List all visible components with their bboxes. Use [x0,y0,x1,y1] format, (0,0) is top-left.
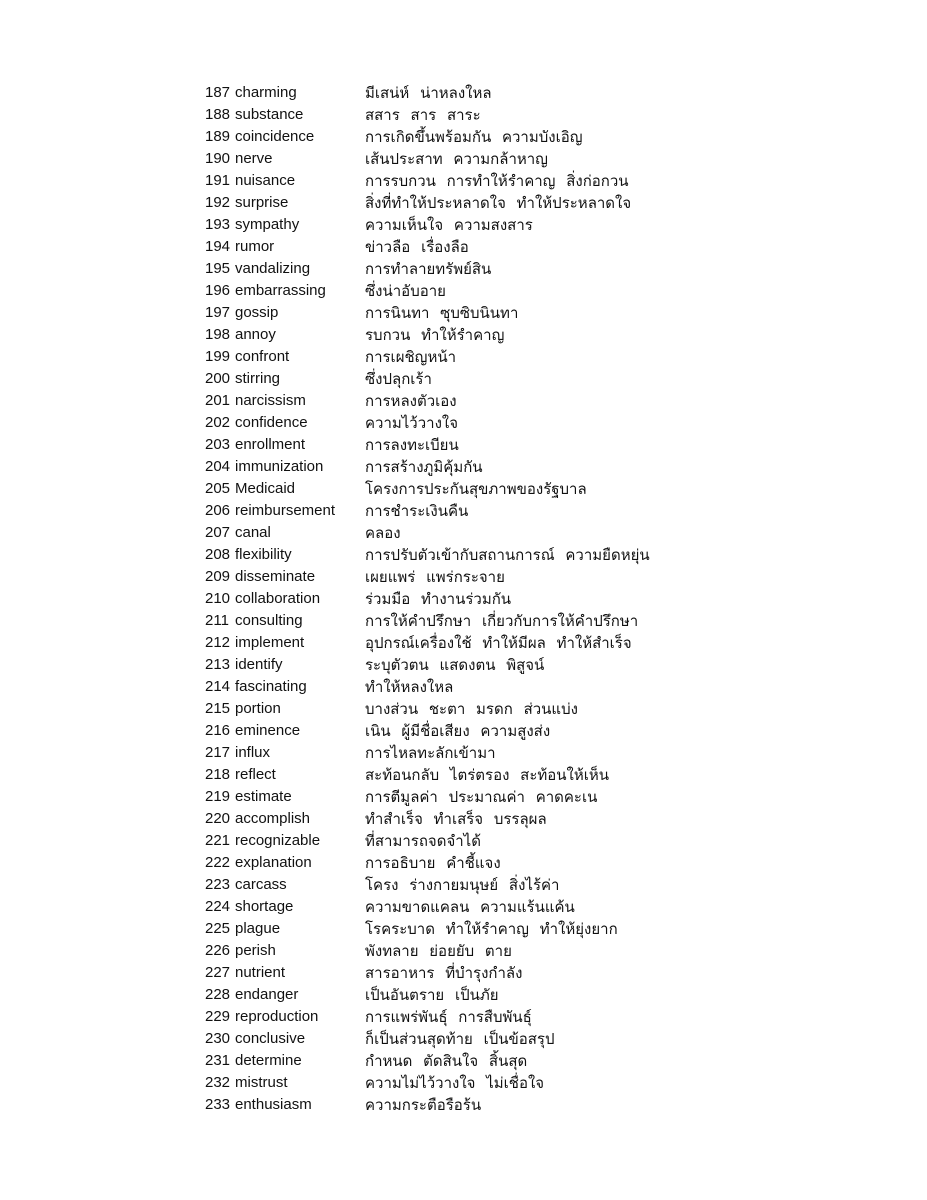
entry-word: surprise [235,194,289,211]
entry-word: nuisance [235,172,296,189]
vocab-entry [205,654,650,676]
entry-word: coincidence [235,128,315,145]
vocab-entry [205,126,650,148]
entry-number: 206 [205,502,231,519]
vocab-entry [205,412,650,434]
entry-meaning: มีเสน่ห์ น่าหลงใหล [365,84,492,102]
entry-number: 209 [205,568,231,585]
entry-word: accomplish [235,810,311,827]
vocab-entry [205,896,650,918]
entry-number: 203 [205,436,231,453]
vocab-entry [205,984,650,1006]
entry-word: Medicaid [235,480,296,497]
entry-meaning: การไหลทะลักเข้ามา [365,744,496,762]
vocab-entry [205,852,650,874]
vocab-entry [205,940,650,962]
entry-meaning: การเกิดขึ้นพร้อมกัน ความบังเอิญ [365,128,583,146]
vocab-entry [205,346,650,368]
entry-meaning: ทำให้หลงใหล [365,678,454,696]
entry-word: flexibility [235,546,292,563]
entry-word: canal [235,524,271,541]
entry-word: reimbursement [235,502,336,519]
vocab-entry [205,720,650,742]
entry-meaning: สารอาหาร ที่บำรุงกำลัง [365,964,523,982]
entry-word: influx [235,744,271,761]
entry-number: 214 [205,678,231,695]
entry-meaning: ความไม่ไว้วางใจ ไม่เชื่อใจ [365,1074,545,1092]
entry-number: 215 [205,700,231,717]
entry-meaning: การแพร่พันธุ์ การสืบพันธุ์ [365,1008,532,1026]
entry-word: endanger [235,986,299,1003]
vocab-entry [205,258,650,280]
vocab-entry [205,742,650,764]
entry-number: 190 [205,150,231,167]
entry-meaning: การตีมูลค่า ประมาณค่า คาดคะเน [365,788,598,806]
entry-number: 194 [205,238,231,255]
entry-word: nutrient [235,964,286,981]
entry-meaning: ความไว้วางใจ [365,414,459,432]
entry-number: 218 [205,766,231,783]
entry-meaning: การชำระเงินคืน [365,502,469,520]
vocab-entry [205,390,650,412]
entry-meaning: ก็เป็นส่วนสุดท้าย เป็นข้อสรุป [365,1030,555,1048]
entry-meaning: ความกระตือรือร้น [365,1096,482,1114]
entry-number: 195 [205,260,231,277]
vocab-entry [205,1072,650,1094]
entry-word: enrollment [235,436,306,453]
entry-meaning: ซึ่งปลุกเร้า [365,370,432,388]
vocab-entry [205,170,650,192]
entry-word: sympathy [235,216,300,233]
entry-word: annoy [235,326,276,343]
entry-word: collaboration [235,590,321,607]
entry-word: enthusiasm [235,1096,312,1113]
entry-number: 201 [205,392,231,409]
vocab-entry [205,962,650,984]
entry-word: gossip [235,304,279,321]
entry-meaning: โครงการประกันสุขภาพของรัฐบาล [365,480,587,498]
entry-word: mistrust [235,1074,288,1091]
entry-word: eminence [235,722,301,739]
entry-number: 217 [205,744,231,761]
vocab-entry [205,874,650,896]
entry-meaning: ที่สามารถจดจำได้ [365,832,481,850]
entry-word: substance [235,106,304,123]
entry-meaning: การสร้างภูมิคุ้มกัน [365,458,483,476]
entry-number: 225 [205,920,231,937]
entry-word: recognizable [235,832,321,849]
entry-number: 205 [205,480,231,497]
entry-number: 191 [205,172,231,189]
vocab-entry [205,368,650,390]
vocab-entry [205,588,650,610]
entry-number: 220 [205,810,231,827]
entry-meaning: เส้นประสาท ความกล้าหาญ [365,150,548,168]
entry-word: embarrassing [235,282,326,299]
entry-number: 196 [205,282,231,299]
vocab-entry [205,236,650,258]
entry-word: plague [235,920,281,937]
entry-number: 204 [205,458,231,475]
vocab-entry [205,764,650,786]
vocab-entry [205,500,650,522]
entry-meaning: ระบุตัวตน แสดงตน พิสูจน์ [365,656,545,674]
entry-meaning: โครง ร่างกายมนุษย์ สิ่งไร้ค่า [365,876,560,894]
entry-number: 187 [205,84,231,101]
vocab-entry [205,192,650,214]
entry-meaning: พังทลาย ย่อยยับ ตาย [365,942,512,960]
entry-meaning: การลงทะเบียน [365,436,459,454]
entry-number: 233 [205,1096,231,1113]
vocab-entry [205,280,650,302]
vocab-entry [205,786,650,808]
vocab-entry [205,918,650,940]
entry-number: 231 [205,1052,231,1069]
entry-meaning: ซึ่งน่าอับอาย [365,282,446,300]
entry-word: perish [235,942,276,959]
vocab-entry [205,104,650,126]
entry-number: 189 [205,128,231,145]
vocab-entry [205,1028,650,1050]
entry-word: implement [235,634,305,651]
entry-meaning: ทำสำเร็จ ทำเสร็จ บรรลุผล [365,810,547,828]
entry-meaning: ข่าวลือ เรื่องลือ [365,238,469,256]
entry-word: identify [235,656,283,673]
entry-number: 228 [205,986,231,1003]
entry-meaning: อุปกรณ์เครื่องใช้ ทำให้มีผล ทำให้สำเร็จ [365,634,632,652]
vocab-entry [205,324,650,346]
entry-meaning: เป็นอันตราย เป็นภัย [365,986,499,1004]
entry-word: shortage [235,898,294,915]
entry-meaning: ความขาดแคลน ความแร้นแค้น [365,898,575,916]
entry-meaning: การอธิบาย คำชี้แจง [365,854,501,872]
entry-number: 197 [205,304,231,321]
entry-number: 226 [205,942,231,959]
entry-word: carcass [235,876,287,893]
entry-meaning: ความเห็นใจ ความสงสาร [365,216,533,234]
entry-word: confront [235,348,290,365]
entry-meaning: รบกวน ทำให้รำคาญ [365,326,505,344]
vocab-entry [205,1050,650,1072]
vocab-entry [205,214,650,236]
entry-meaning: บางส่วน ชะตา มรดก ส่วนแบ่ง [365,700,578,718]
entry-word: confidence [235,414,308,431]
entry-number: 224 [205,898,231,915]
entry-word: disseminate [235,568,316,585]
entry-word: stirring [235,370,281,387]
entry-number: 229 [205,1008,231,1025]
vocab-entry [205,698,650,720]
entry-word: consulting [235,612,303,629]
entry-word: reflect [235,766,276,783]
entry-word: vandalizing [235,260,311,277]
entry-number: 188 [205,106,231,123]
vocab-entry [205,808,650,830]
entry-word: conclusive [235,1030,306,1047]
entry-meaning: สสาร สาร สาระ [365,106,481,124]
entry-word: fascinating [235,678,307,695]
entry-number: 208 [205,546,231,563]
entry-meaning: การปรับตัวเข้ากับสถานการณ์ ความยืดหยุ่น [365,546,650,564]
entry-number: 198 [205,326,231,343]
entry-word: reproduction [235,1008,319,1025]
entry-meaning: สิ่งที่ทำให้ประหลาดใจ ทำให้ประหลาดใจ [365,194,632,212]
vocab-entry [205,610,650,632]
entry-meaning: กำหนด ตัดสินใจ สิ้นสุด [365,1052,528,1070]
entry-number: 230 [205,1030,231,1047]
entry-word: immunization [235,458,324,475]
entry-meaning: ร่วมมือ ทำงานร่วมกัน [365,590,512,608]
vocab-entry [205,1094,650,1116]
vocab-entry [205,544,650,566]
entry-number: 207 [205,524,231,541]
entry-word: charming [235,84,297,101]
entry-number: 193 [205,216,231,233]
vocab-entry [205,82,650,104]
entry-meaning: เผยแพร่ แพร่กระจาย [365,568,505,586]
entry-number: 211 [205,612,229,629]
entry-word: narcissism [235,392,306,409]
entry-number: 200 [205,370,231,387]
entry-meaning: คลอง [365,524,401,542]
vocab-entry [205,302,650,324]
entry-meaning: การรบกวน การทำให้รำคาญ สิ่งก่อกวน [365,172,629,190]
entry-meaning: การทำลายทรัพย์สิน [365,260,492,278]
vocab-entry [205,830,650,852]
entry-number: 202 [205,414,231,431]
entry-word: estimate [235,788,292,805]
entry-word: rumor [235,238,275,255]
entry-number: 232 [205,1074,231,1091]
entry-number: 213 [205,656,231,673]
vocab-entry [205,566,650,588]
entry-number: 199 [205,348,231,365]
entry-meaning: เนิน ผู้มีชื่อเสียง ความสูงส่ง [365,722,551,740]
vocab-entry [205,1006,650,1028]
vocab-entry [205,478,650,500]
vocab-entry [205,434,650,456]
vocab-entry [205,456,650,478]
entry-meaning: การนินทา ซุบซิบนินทา [365,304,519,322]
entry-meaning: โรคระบาด ทำให้รำคาญ ทำให้ยุ่งยาก [365,920,618,938]
entry-number: 227 [205,964,231,981]
entry-meaning: การให้คำปรึกษา เกี่ยวกับการให้คำปรึกษา [365,612,639,630]
entry-number: 223 [205,876,231,893]
entry-word: explanation [235,854,312,871]
entry-number: 221 [205,832,231,849]
entry-meaning: สะท้อนกลับ ไตร่ตรอง สะท้อนให้เห็น [365,766,610,784]
entry-meaning: การเผชิญหน้า [365,348,457,366]
entry-word: nerve [235,150,273,167]
entry-number: 216 [205,722,231,739]
entry-meaning: การหลงตัวเอง [365,392,457,410]
entry-number: 222 [205,854,231,871]
entry-word: determine [235,1052,302,1069]
vocab-entry [205,522,650,544]
entry-number: 192 [205,194,231,211]
entry-number: 210 [205,590,231,607]
entry-number: 212 [205,634,231,651]
entry-number: 219 [205,788,231,805]
vocabulary-list [205,82,650,1116]
vocab-entry [205,632,650,654]
vocab-entry [205,148,650,170]
vocab-entry [205,676,650,698]
entry-word: portion [235,700,281,717]
